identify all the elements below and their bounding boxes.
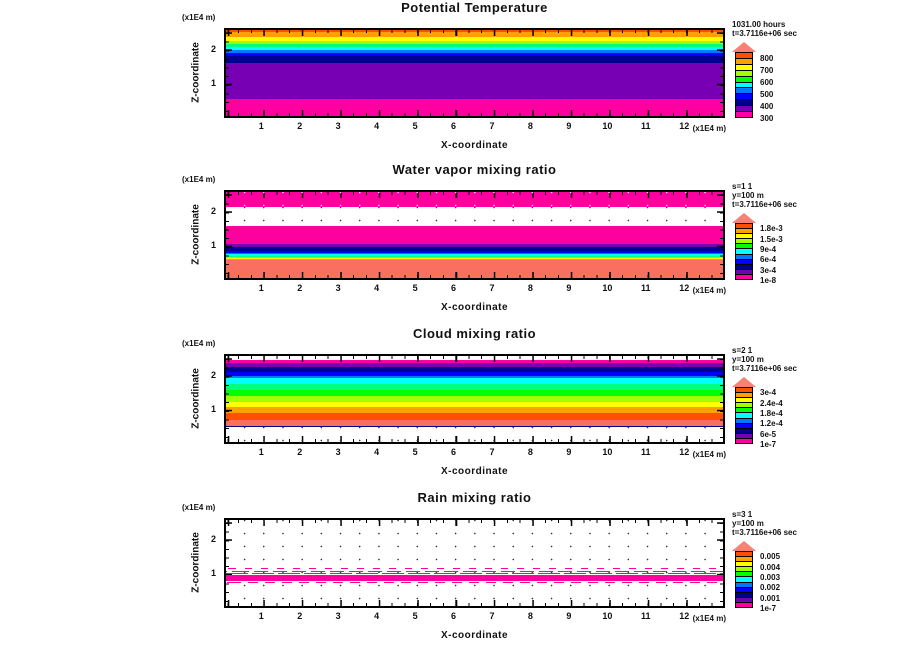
- x-tick-label: 7: [489, 121, 495, 131]
- x-tick-label: 8: [527, 121, 533, 131]
- z-axis-label: Z-coordinate: [190, 204, 202, 265]
- x-tick-label: 10: [602, 611, 613, 621]
- x-tick-label: 11: [641, 121, 651, 131]
- colorbar-info: [732, 20, 797, 38]
- colorbar-tick-label: 1e-7: [760, 440, 777, 449]
- colorbar-tick-label: 6e-4: [760, 255, 777, 265]
- colorbar-tick-label: 3e-4: [760, 388, 777, 398]
- x-tick-label: 6: [451, 611, 457, 621]
- z-tick-label: 1: [210, 404, 216, 414]
- z-tick-label: 1: [210, 78, 216, 88]
- x-tick-label: 3: [335, 283, 341, 293]
- x-tick-label: 5: [412, 121, 418, 131]
- colorbar-info-line: t=3.7116e+06 sec: [732, 528, 797, 537]
- z-axis-unit-label: (x1E4 m): [182, 503, 216, 512]
- contour-band: [226, 413, 723, 420]
- colorbar-bands: [735, 551, 753, 608]
- colorbar-tick-label: 700: [760, 66, 774, 75]
- x-tick-label: 5: [412, 611, 418, 621]
- colorbar-info-line: s=2 1: [732, 346, 753, 355]
- colorbar-tick-label: 6e-5: [760, 429, 777, 439]
- colorbar-tick-label: 1.2e-4: [760, 419, 783, 429]
- x-tick-label: 11: [641, 611, 651, 621]
- x-tick-label: 2: [297, 447, 303, 457]
- x-tick-label: 7: [489, 447, 495, 457]
- x-tick-label: 6: [451, 121, 457, 131]
- colorbar-triangle-icon: [732, 377, 756, 387]
- colorbar-tick-label: 9e-4: [760, 244, 777, 254]
- x-axis-unit-label: (x1E4 m): [692, 124, 726, 133]
- x-tick-label: 12: [679, 121, 690, 131]
- x-axis-label: X-coordinate: [440, 466, 509, 477]
- x-tick-label: 7: [489, 283, 495, 293]
- contour-plot: [0, 490, 904, 652]
- colorbar-triangle-icon: [732, 42, 756, 52]
- contour-band: [226, 260, 723, 280]
- x-tick-label: 10: [602, 447, 613, 457]
- z-tick-label: 2: [210, 44, 216, 54]
- x-tick-label: 7: [489, 611, 495, 621]
- z-axis-label: Z-coordinate: [190, 42, 202, 103]
- x-tick-label: 12: [679, 447, 690, 457]
- colorbar-tick-label: 0.004: [760, 562, 781, 572]
- colorbar: [728, 182, 904, 292]
- colorbar-bands: [735, 223, 753, 280]
- x-tick-label: 9: [566, 121, 572, 131]
- x-tick-label: 1: [258, 121, 264, 131]
- colorbar-tick-label: 1.8e-3: [760, 224, 783, 234]
- x-tick-label: 9: [566, 283, 572, 293]
- dot-grid: [226, 427, 723, 444]
- colorbar-tick-label: 500: [760, 90, 774, 99]
- colorbar-info-line: s=3 1: [732, 510, 753, 519]
- plot-frame: [224, 354, 725, 444]
- z-axis-unit-label: (x1E4 m): [182, 339, 216, 348]
- colorbar-tick-label: 1e-8: [760, 276, 777, 285]
- colorbar-triangle-icon: [732, 213, 756, 223]
- colorbar-info: [732, 510, 797, 537]
- x-tick-label: 2: [297, 121, 303, 131]
- contour-band: [226, 99, 723, 118]
- rain-contour-line: [226, 573, 723, 574]
- z-tick-label: 2: [210, 206, 216, 216]
- colorbar-info-line: 1031.00 hours: [732, 20, 786, 29]
- colorbar-tick-label: 1.5e-3: [760, 234, 783, 244]
- z-tick-label: 1: [210, 240, 216, 250]
- x-tick-label: 11: [641, 447, 651, 457]
- x-tick-label: 4: [374, 121, 380, 131]
- dot-grid: [226, 520, 723, 608]
- x-tick-label: 12: [679, 611, 690, 621]
- colorbar-info-line: y=100 m: [732, 191, 764, 200]
- contour-band: [226, 56, 723, 63]
- colorbar-bands: [735, 52, 753, 118]
- x-tick-label: 12: [679, 283, 690, 293]
- colorbar-tick-label: 800: [760, 54, 774, 63]
- x-axis-unit-label: (x1E4 m): [692, 286, 726, 295]
- colorbar-info-line: t=3.7116e+06 sec: [732, 364, 797, 373]
- plot-title: Rain mixing ratio: [417, 490, 532, 505]
- z-tick-label: 1: [210, 568, 216, 578]
- colorbar: [728, 510, 904, 620]
- colorbar-info-line: s=1 1: [732, 182, 753, 191]
- z-axis-label: Z-coordinate: [190, 532, 202, 593]
- dot-grid: [226, 192, 723, 207]
- rain-contour-line: [226, 571, 723, 572]
- x-tick-label: 10: [602, 121, 613, 131]
- z-axis-label: Z-coordinate: [190, 368, 202, 429]
- colorbar-info-line: y=100 m: [732, 355, 764, 364]
- x-tick-label: 10: [602, 283, 613, 293]
- colorbar-tick-label: 0.003: [760, 572, 781, 582]
- rain-contour-line: [226, 582, 723, 583]
- z-axis-unit-label: (x1E4 m): [182, 175, 216, 184]
- plot-title: Cloud mixing ratio: [412, 326, 537, 341]
- x-axis-unit-label: (x1E4 m): [692, 450, 726, 459]
- z-tick-label: 2: [210, 534, 216, 544]
- plot-frame: [224, 190, 725, 280]
- x-tick-label: 1: [258, 611, 264, 621]
- x-tick-label: 8: [527, 447, 533, 457]
- x-tick-label: 6: [451, 447, 457, 457]
- z-axis-unit-label: (x1E4 m): [182, 13, 216, 22]
- colorbar-tick-label: 2.4e-4: [760, 398, 783, 408]
- colorbar-info: [732, 346, 797, 373]
- x-tick-label: 5: [412, 447, 418, 457]
- contour-band: [226, 63, 723, 99]
- x-tick-label: 6: [451, 283, 457, 293]
- colorbar-tick-label: 3e-4: [760, 265, 777, 275]
- x-tick-label: 4: [374, 447, 380, 457]
- colorbar-info-line: y=100 m: [732, 519, 764, 528]
- colorbar-tick-label: 0.005: [760, 552, 781, 562]
- colorbar-info: [732, 182, 797, 209]
- colorbar-band: [736, 274, 752, 279]
- plot-frame: [224, 518, 725, 608]
- rain-contour-line: [226, 568, 723, 569]
- z-tick-label: 2: [210, 370, 216, 380]
- x-tick-label: 3: [335, 121, 341, 131]
- colorbar-band: [736, 602, 752, 607]
- x-axis-label: X-coordinate: [440, 140, 509, 151]
- colorbar-tick-label: 400: [760, 102, 774, 111]
- colorbar-tick-label: 600: [760, 78, 774, 87]
- x-axis-unit-label: (x1E4 m): [692, 614, 726, 623]
- x-tick-label: 1: [258, 447, 264, 457]
- plot-title: Water vapor mixing ratio: [392, 162, 557, 177]
- x-tick-label: 2: [297, 611, 303, 621]
- contour-bands: [226, 30, 723, 118]
- colorbar: [728, 20, 904, 130]
- colorbar-band: [736, 438, 752, 443]
- x-tick-label: 3: [335, 447, 341, 457]
- colorbar-band: [736, 111, 752, 117]
- plot-title: Potential Temperature: [401, 0, 548, 15]
- colorbar-triangle-icon: [732, 541, 756, 551]
- colorbar-tick-label: 0.002: [760, 583, 781, 593]
- x-tick-label: 3: [335, 611, 341, 621]
- colorbar-info-line: t=3.7116e+06 sec: [732, 29, 797, 38]
- x-axis-label: X-coordinate: [440, 302, 509, 313]
- colorbar-tick-label: 0.001: [760, 593, 781, 603]
- colorbar-tick-label: 1.8e-4: [760, 408, 783, 418]
- x-tick-label: 9: [566, 611, 572, 621]
- x-axis-label: X-coordinate: [440, 630, 509, 641]
- colorbar-info-line: t=3.7116e+06 sec: [732, 200, 797, 209]
- contour-band: [226, 226, 723, 244]
- x-tick-label: 4: [374, 611, 380, 621]
- x-tick-label: 8: [527, 611, 533, 621]
- contour-plot: [0, 162, 904, 324]
- x-tick-label: 9: [566, 447, 572, 457]
- x-tick-label: 5: [412, 283, 418, 293]
- x-tick-label: 8: [527, 283, 533, 293]
- x-tick-label: 11: [641, 283, 651, 293]
- contour-plot: [0, 326, 904, 488]
- contour-plot: [0, 0, 904, 162]
- colorbar-bands: [735, 387, 753, 444]
- colorbar: [728, 346, 904, 456]
- colorbar-tick-label: 300: [760, 114, 774, 123]
- plot-frame: [224, 28, 725, 118]
- colorbar-tick-label: 1e-7: [760, 604, 777, 613]
- x-tick-label: 2: [297, 283, 303, 293]
- x-tick-label: 4: [374, 283, 380, 293]
- rain-contour-line: [226, 575, 723, 581]
- x-tick-label: 1: [258, 283, 264, 293]
- dot-grid: [226, 207, 723, 226]
